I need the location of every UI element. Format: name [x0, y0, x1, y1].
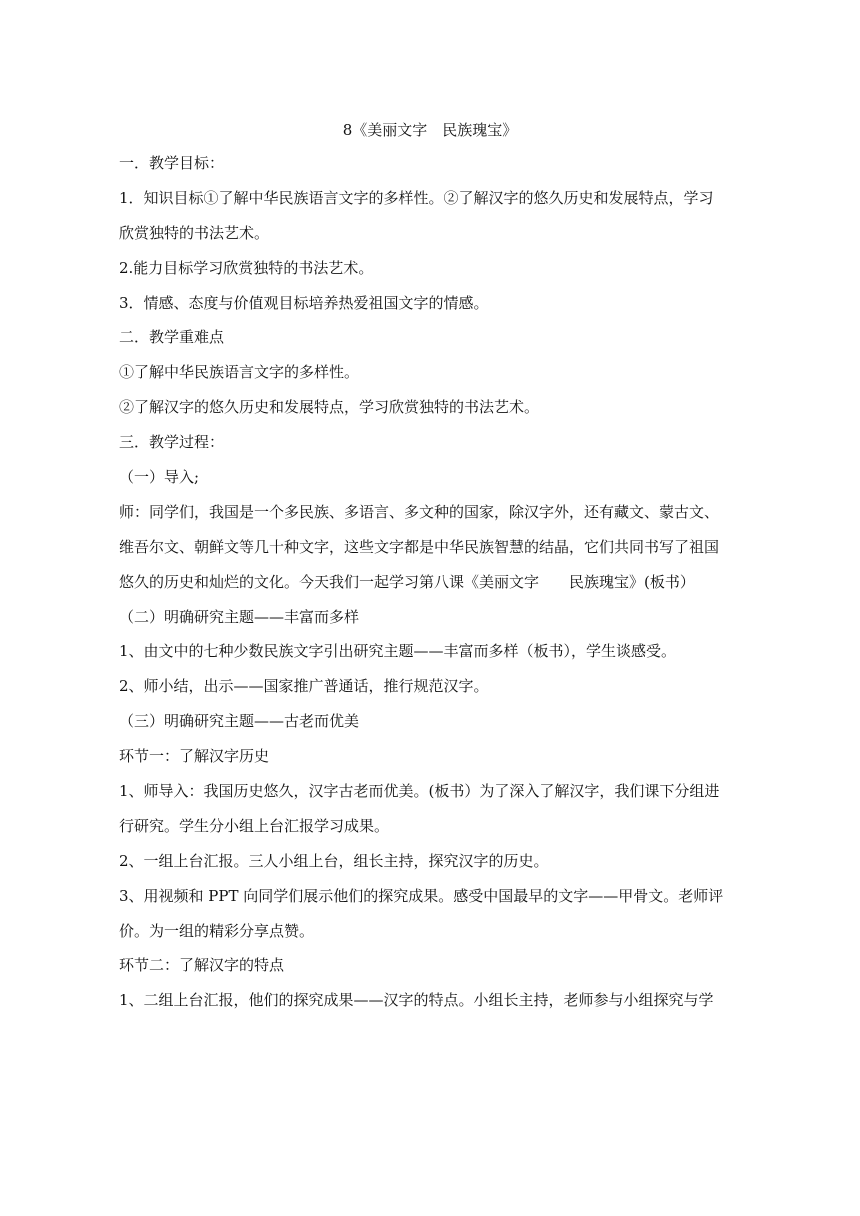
text-line: （三）明确研究主题——古老而优美	[119, 712, 360, 731]
text-line: 3．情感、态度与价值观目标培养热爱祖国文字的情感。	[119, 293, 489, 312]
text-line: 价。为一组的精彩分享点赞。	[119, 921, 315, 940]
text-line: 二．教学重难点	[119, 328, 225, 347]
text-line: 1、师导入：我国历史悠久，汉字古老而优美。(板书）为了深入了解汉字，我们课下分组进	[119, 782, 720, 801]
text-line: 悠久的历史和灿烂的文化。今天我们一起学习第八课《美丽文字 民族瑰宝》(板书）	[119, 572, 695, 591]
text-line: 2、师小结，出示——国家推广普通话，推行规范汉字。	[119, 677, 489, 696]
text-line: 维吾尔文、朝鲜文等几十种文字，这些文字都是中华民族智慧的结晶，它们共同书写了祖国	[119, 537, 720, 556]
text-line: 师：同学们，我国是一个多民族、多语言、多文种的国家，除汉字外，还有藏文、蒙古文、	[119, 502, 720, 521]
text-line: 3、用视频和 PPT 向同学们展示他们的探究成果。感受中国最早的文字——甲骨文。老师评	[119, 886, 724, 905]
text-line: 2.能力目标学习欣赏独特的书法艺术。	[119, 258, 374, 277]
document-title: 8《美丽文字 民族瑰宝》	[342, 121, 518, 139]
text-line: （二）明确研究主题——丰富而多样	[119, 607, 360, 626]
document-body	[119, 152, 744, 1024]
text-line: ①了解中华民族语言文字的多样性。	[119, 363, 360, 382]
text-line: 一．教学目标：	[119, 154, 225, 172]
text-line: 行研究。学生分小组上台汇报学习成果。	[119, 816, 390, 835]
text-line: （一）导入;	[119, 468, 200, 487]
text-line: 环节二：了解汉字的特点	[119, 956, 285, 975]
text-line: 1．知识目标①了解中华民族语言文字的多样性。②了解汉字的悠久历史和发展特点，学习	[119, 188, 714, 207]
text-line: 2、一组上台汇报。三人小组上台，组长主持，探究汉字的历史。	[119, 851, 549, 870]
text-line: 1、二组上台汇报，他们的探究成果——汉字的特点。小组长主持，老师参与小组探究与学	[119, 991, 714, 1010]
text-line: 三．教学过程：	[119, 433, 225, 452]
text-line: 环节一：了解汉字历史	[119, 747, 270, 766]
text-line: ②了解汉字的悠久历史和发展特点，学习欣赏独特的书法艺术。	[119, 398, 540, 417]
text-line: 1、由文中的七种少数民族文字引出研究主题——丰富而多样（板书），学生谈感受。	[119, 642, 677, 661]
text-line: 欣赏独特的书法艺术。	[119, 223, 270, 242]
